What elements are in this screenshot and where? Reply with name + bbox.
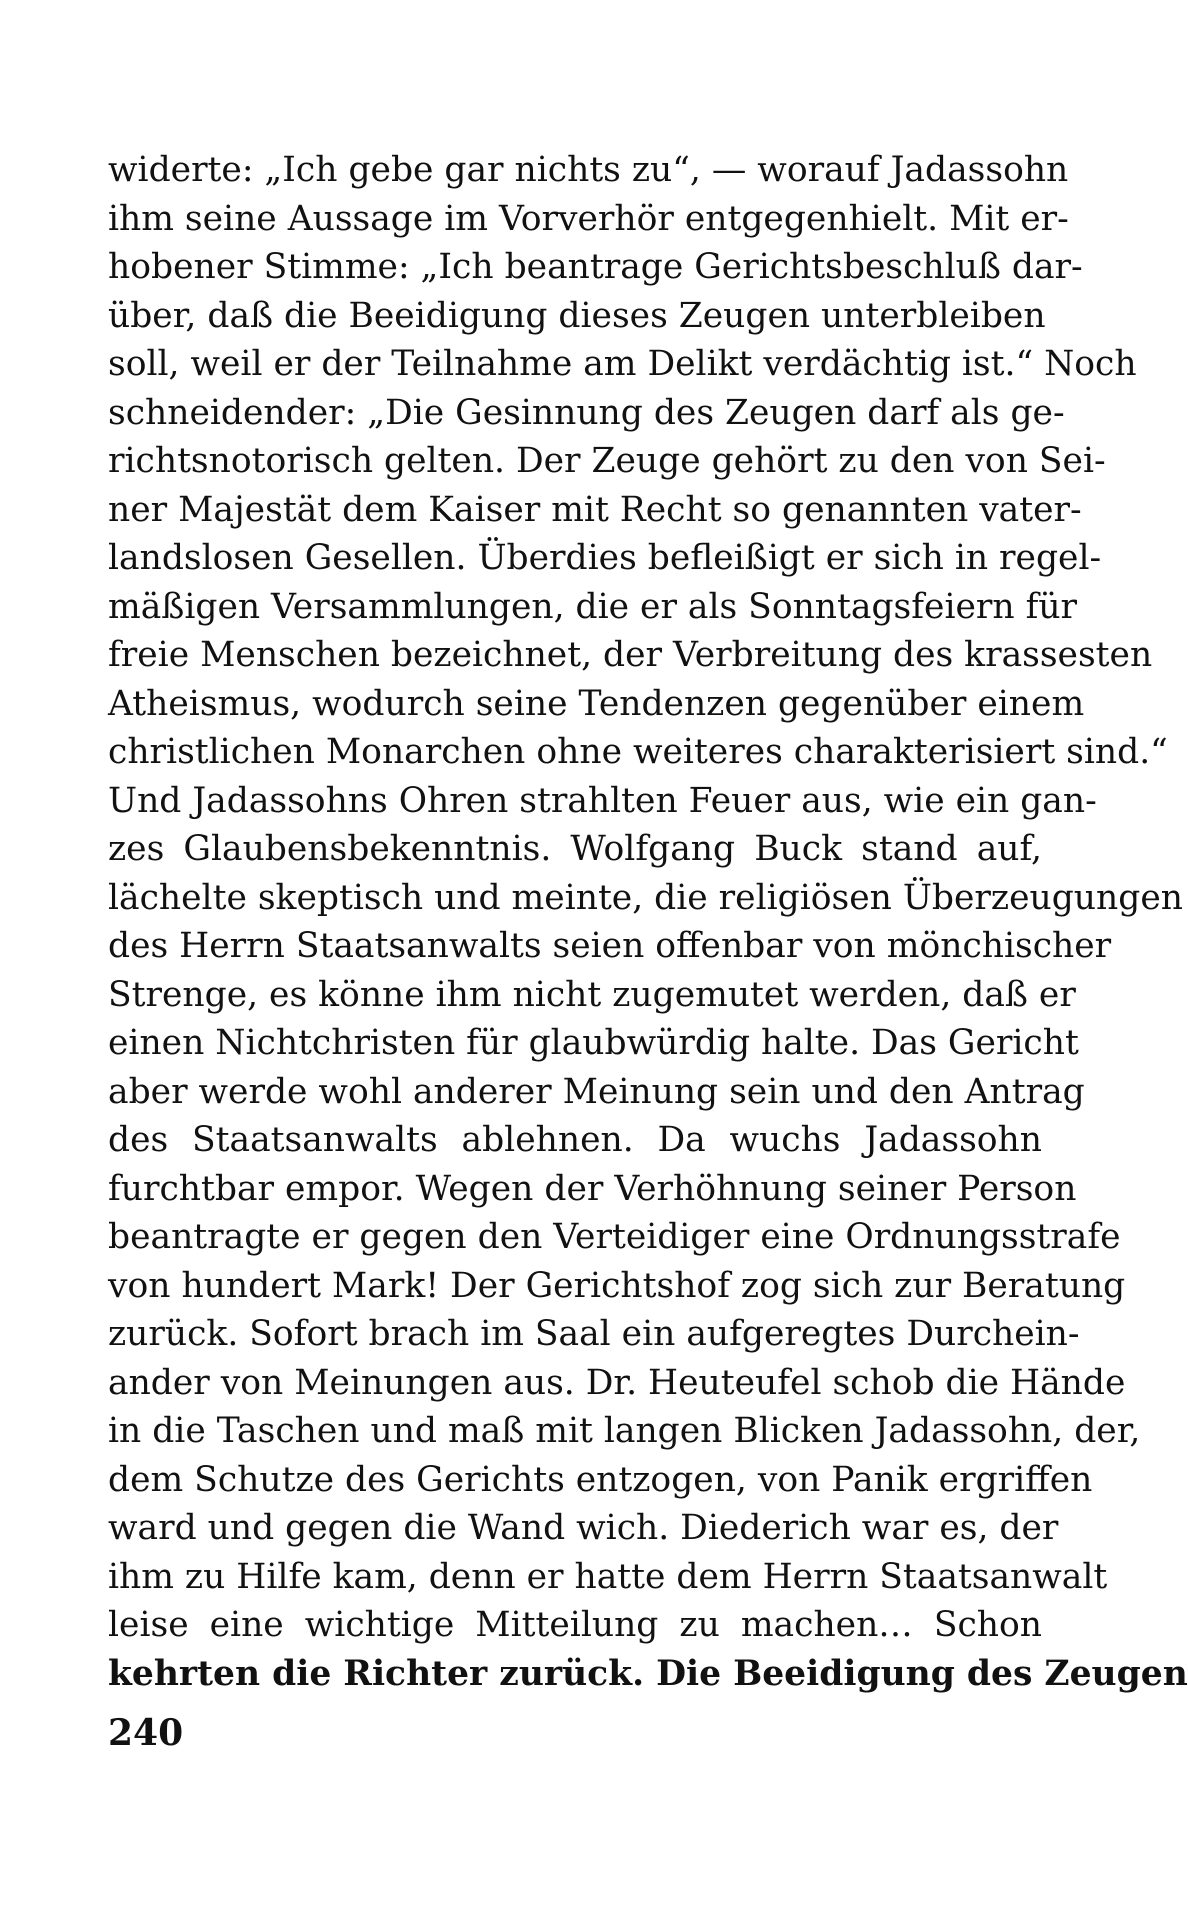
text-line: lächelte skeptisch und meinte, die religiösen Überzeugungen [108,877,1183,918]
text-line: kehrten die Richter zurück. Die Beeidigung des Zeugen [108,1653,1188,1694]
text-line: ander von Meinungen aus. Dr. Heuteufel schob die Hände [108,1362,1126,1403]
text-line: freie Menschen bezeichnet, der Verbreitung des krassesten [108,635,1153,675]
text-line: in die Taschen und maß mit langen Blicken Jadassohn, der, [108,1411,1141,1451]
text-line: zes Glaubensbekenntnis. Wolfgang Buck stand auf, [108,829,1042,869]
text-line: beantragte er gegen den Verteidiger eine Ordnungsstrafe [108,1217,1121,1257]
text-line: dem Schutze des Gerichts entzogen, von Panik ergriffen [108,1459,1093,1500]
text-line: soll, weil er der Teilnahme am Delikt verdächtig ist.“ Noch [108,344,1137,384]
text-line: des Staatsanwalts ablehnen. Da wuchs Jadassohn [108,1120,1042,1160]
text-line: furchtbar empor. Wegen der Verhöhnung seiner Person [108,1168,1077,1209]
page-number: 240 [108,1712,184,1754]
text-line: von hundert Mark! Der Gerichtshof zog sich zur Beratung [108,1265,1126,1306]
text-line: des Herrn Staatsanwalts seien offenbar von mönchischer [108,926,1112,966]
text-line: ner Majestät dem Kaiser mit Recht so genannten vater- [108,489,1082,530]
text-line: christlichen Monarchen ohne weiteres charakterisiert sind.“ [108,732,1168,772]
text-line: leise eine wichtige Mitteilung zu machen… Schon [108,1605,1042,1645]
text-line: schneidender: „Die Gesinnung des Zeugen darf als ge- [108,392,1065,433]
text-line: Strenge, es könne ihm nicht zugemutet werden, daß er [108,974,1076,1015]
text-line: zurück. Sofort brach im Saal ein aufgeregtes Durchein- [108,1314,1080,1354]
text-line: richtsnotorisch gelten. Der Zeuge gehört zu den von Sei- [108,441,1106,481]
body-text [108,146,1188,1698]
text-line: Und Jadassohns Ohren strahlten Feuer aus, wie ein gan- [108,780,1097,821]
text-line: landslosen Gesellen. Überdies befleißigt er sich in regel- [108,538,1102,578]
text-line: mäßigen Versammlungen, die er als Sonntagsfeiern für [108,586,1078,627]
text-line: ward und gegen die Wand wich. Diederich war es, der [108,1508,1059,1548]
text-line: über, daß die Beeidigung dieses Zeugen unterbleiben [108,295,1046,336]
text-line: einen Nichtchristen für glaubwürdig halte. Das Gericht [108,1023,1079,1063]
text-line: Atheismus, wodurch seine Tendenzen gegenüber einem [108,683,1085,724]
text-line: ihm zu Hilfe kam, denn er hatte dem Herrn Staatsanwalt [108,1556,1108,1597]
text-line: ihm seine Aussage im Vorverhör entgegenhielt. Mit er- [108,198,1069,239]
text-line: widerte: „Ich gebe gar nichts zu“, — worauf Jadassohn [108,150,1069,190]
text-line: aber werde wohl anderer Meinung sein und den Antrag [108,1071,1085,1112]
text-line: hobener Stimme: „Ich beantrage Gerichtsbeschluß dar- [108,247,1083,287]
